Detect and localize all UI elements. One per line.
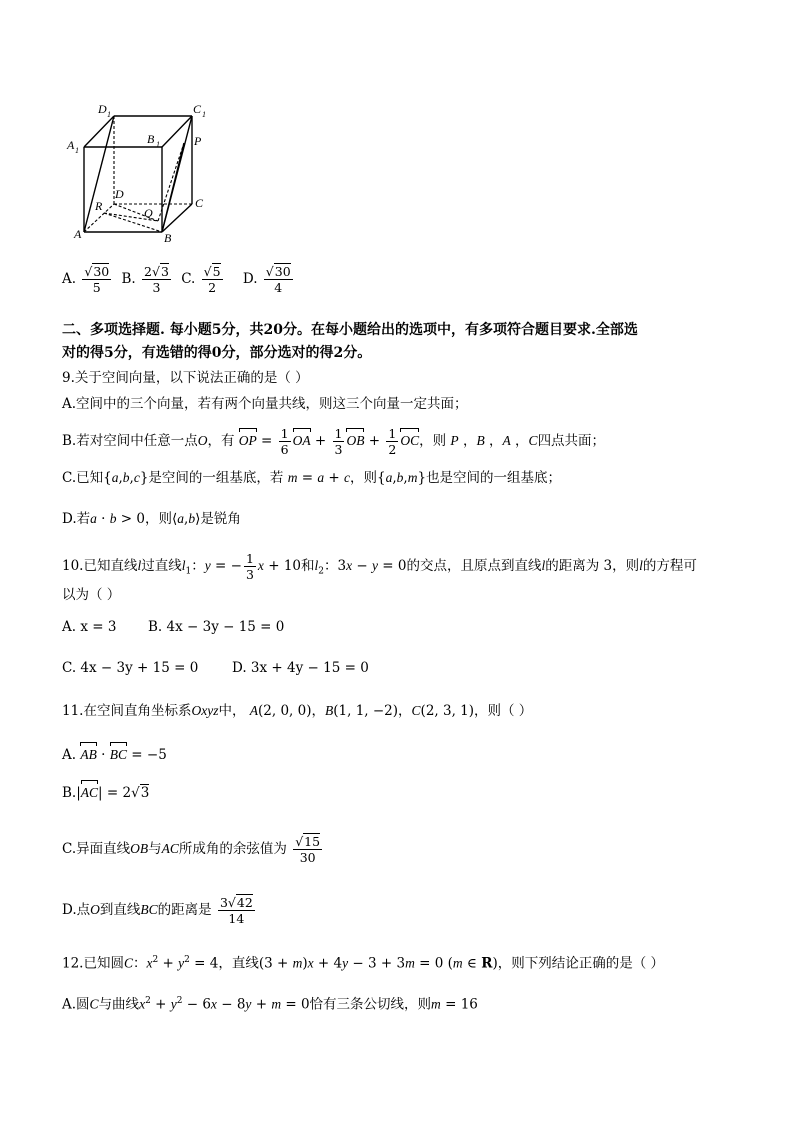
q10-stem: 10.已知直线l过直线$l_1$：y = − $\frac{1}{3}$ x + 10和$l_2$：3x − y = 0的交点，且原点到直线l的距离为 3，则l的方程可 [62,551,697,582]
label-D: D [115,187,124,201]
q9-option-d: D.若a · b > 0，则⟨a,b⟩是锐角 [62,511,241,527]
label-C1-sub: 1 [202,110,206,119]
q10-option-d: D. 3x + 4y − 15 = 0 [232,660,369,676]
q12-option-a: A.圆C与曲线$x^2 + y^2 - 6x - 8y + m = 0$恰有三条公切线，则m = 16 [62,996,478,1013]
q12-stem: 12.已知圆C：$x^2 + y^2 = 4$，直线(3 + m)x + 4y − 3 + 3m = 0 (m ∈ R)，则下列结论正确的是（ ） [62,955,665,972]
q11-stem: 11.在空间直角坐标系Oxyz中， A(2, 0, 0)，B(1, 1, −2)，C(2, 3, 1)，则（ ） [62,703,533,719]
label-B: B [164,231,172,245]
q9-option-c: C.已知{a,b,c}是空间的一组基底，若 m = a + c，则{a,b,m}也是空间的一组基底； [62,470,562,486]
label-B1-sub: 1 [156,140,160,149]
q9-option-a: A.空间中的三个向量，若有两个向量共线，则这三个向量一定共面； [62,396,468,412]
section2-line1: 二、多项选择题. 每小题5分，共20分。在每小题给出的选项中，有多项符合题目要求.全部选 [62,322,638,338]
q11-option-c: C.异面直线OB与AC所成角的余弦值为 $\frac{√15}{30}$ [62,834,321,865]
q10-option-c: C. 4x − 3y + 15 = 0 [62,660,199,676]
label-C: C [195,196,204,210]
label-R: R [95,199,103,213]
q9-option-b: B.若对空间中任意一点O，有 OP = $\frac{1}{6}$ OA + $\frac{1}{3}$ OB + $\frac{1}{2}$ OC，则 P ，B ，A ，C四点共面； [62,426,606,457]
q10-stem-line2: 以为（ ） [62,587,121,603]
q11-option-b: B.|AC| = 2√3 [62,785,150,801]
q8-options: A. $\frac{√30}{5}$ B. $\frac{2√3}{3}$ C. $\frac{√5}{2}$ D. $\frac{√30}{4}$ [62,264,291,295]
label-D1: D [98,102,107,116]
cube-figure [62,95,222,255]
label-C1: C [193,102,202,116]
label-D1-sub: 1 [107,110,111,119]
q10-option-b: B. 4x − 3y − 15 = 0 [148,619,285,635]
q11-option-a: A. AB · BC = −5 [62,747,167,763]
q9-stem: 9.关于空间向量，以下说法正确的是（ ） [62,370,309,386]
label-A1-sub: 1 [75,146,79,155]
section2-line2: 对的得5分，有选错的得0分，部分选对的得2分。 [62,345,372,361]
label-B1: B [147,132,155,146]
q11-option-d: D.点O到直线BC的距离是 $\frac{3√42}{14}$ [62,895,253,926]
q10-option-a: A. x = 3 [62,619,117,635]
label-Q: Q [144,206,153,220]
label-P: P [194,134,202,148]
label-A: A [74,227,82,241]
label-A1: A [67,138,75,152]
